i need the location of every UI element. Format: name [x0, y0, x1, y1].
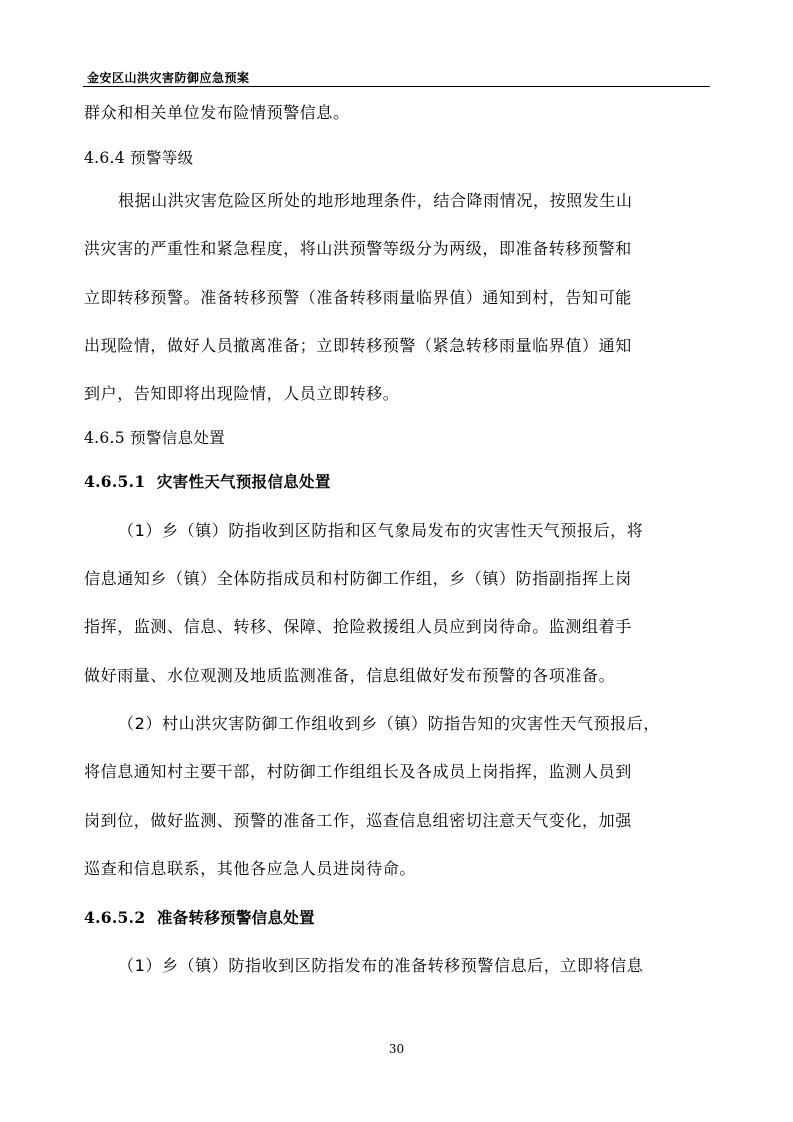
- subsection-title: 准备转移预警信息处置: [156, 909, 315, 927]
- body-line: 出现险情，做好人员撤离准备；立即转移预警（紧急转移雨量临界值）通知: [84, 336, 632, 355]
- body-line: 洪灾害的严重性和紧急程度，将山洪预警等级分为两级，即准备转移预警和: [84, 239, 632, 258]
- subsection-number: 4.6.5.1: [84, 472, 146, 491]
- page-number: 30: [388, 1042, 405, 1056]
- body-line: 到户，告知即将出现险情，人员立即转移。: [84, 384, 400, 403]
- subsection-heading-4-6-5-2: [84, 908, 315, 928]
- body-line: 将信息通知村主要干部，村防御工作组组长及各成员上岗指挥，监测人员到: [84, 762, 632, 781]
- running-header-title: 金安区山洪灾害防御应急预案: [87, 71, 250, 85]
- body-line: 指挥，监测、信息、转移、保障、抢险救援组人员应到岗待命。监测组着手: [84, 617, 632, 636]
- body-line: （1）乡（镇）防指收到区防指发布的准备转移预警信息后，立即将信息: [118, 956, 644, 975]
- body-line: 信息通知乡（镇）全体防指成员和村防御工作组，乡（镇）防指副指挥上岗: [84, 569, 632, 588]
- header-rule: [83, 86, 710, 87]
- subsection-heading-4-6-5-1: [84, 472, 331, 492]
- subsection-title: 灾害性天气预报信息处置: [156, 473, 331, 491]
- body-line: 群众和相关单位发布险情预警信息。: [84, 103, 350, 122]
- body-line: （1）乡（镇）防指收到区防指和区气象局发布的灾害性天气预报后，将: [118, 521, 644, 540]
- subsection-number: 4.6.5.2: [84, 908, 146, 927]
- body-line: 根据山洪灾害危险区所处的地形地理条件，结合降雨情况，按照发生山: [118, 191, 633, 210]
- body-line: 岗到位，做好监测、预警的准备工作，巡查信息组密切注意天气变化，加强: [84, 811, 632, 830]
- body-line: 立即转移预警。准备转移预警（准备转移雨量临界值）通知到村，告知可能: [84, 288, 632, 307]
- body-line: 做好雨量、水位观测及地质监测准备，信息组做好发布预警的各项准备。: [84, 666, 616, 685]
- section-heading-4-6-5: 4.6.5 预警信息处置: [84, 429, 225, 447]
- section-heading-4-6-4: 4.6.4 预警等级: [84, 149, 194, 167]
- body-line: （2）村山洪灾害防御工作组收到乡（镇）防指告知的灾害性天气预报后，: [118, 714, 660, 733]
- body-line: 巡查和信息联系，其他各应急人员进岗待命。: [84, 859, 417, 878]
